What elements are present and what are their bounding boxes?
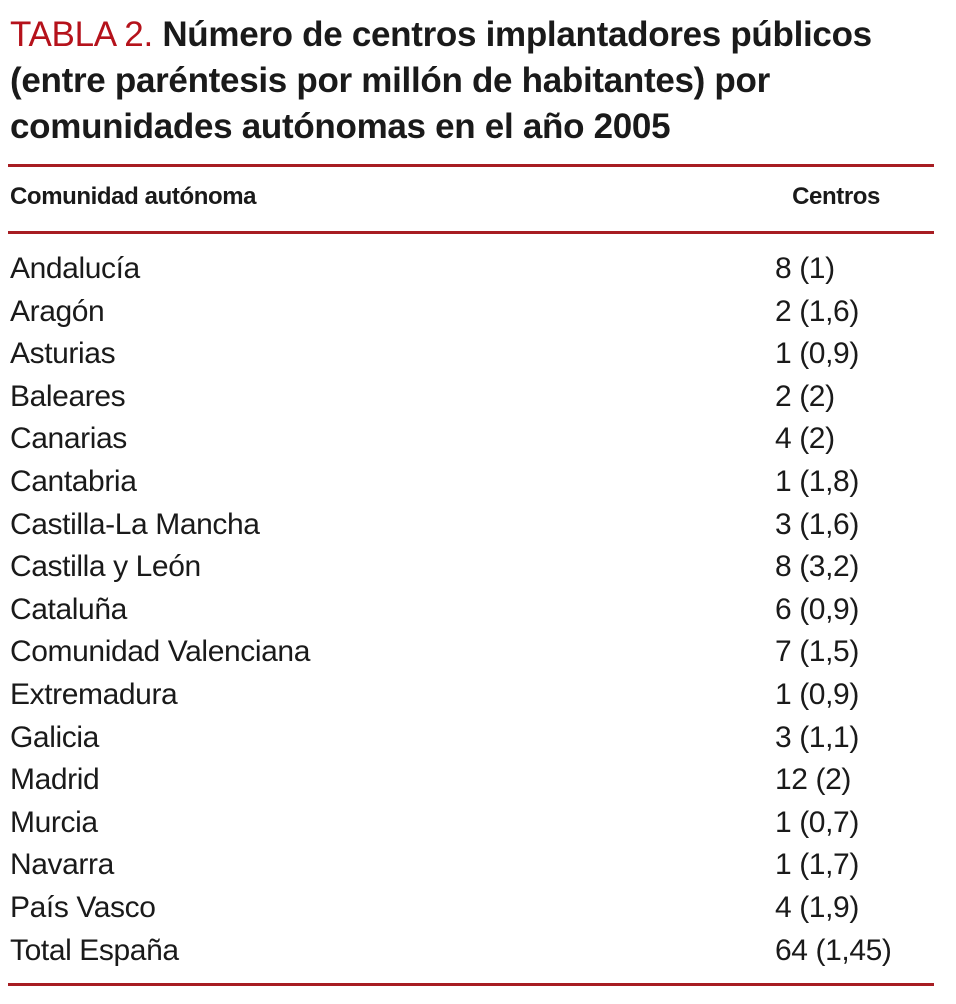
cell-comunidad: Baleares [10, 379, 126, 413]
cell-comunidad: Total España [10, 933, 179, 967]
table-row [10, 887, 910, 930]
cell-comunidad: Cataluña [10, 592, 127, 626]
cell-centros: 12 (2) [775, 763, 851, 797]
cell-centros: 3 (1,6) [775, 507, 859, 541]
table-row [10, 589, 910, 632]
table-title-text: Número de centros implantadores públicos (entre paréntesis por millón de habitantes) por comunidades autónomas en el año 2005 [10, 15, 872, 146]
cell-comunidad: Comunidad Valenciana [10, 635, 310, 669]
cell-centros: 3 (1,1) [775, 720, 859, 754]
cell-comunidad: Murcia [10, 805, 98, 839]
cell-centros: 8 (1) [775, 252, 835, 285]
cell-centros: 1 (1,8) [775, 464, 859, 498]
cell-comunidad: Madrid [10, 763, 100, 797]
cell-comunidad: Galicia [10, 720, 99, 754]
header-centros: Centros [792, 183, 880, 210]
cell-centros: 1 (1,7) [775, 848, 859, 882]
table-row [10, 333, 910, 376]
table-row [10, 418, 910, 461]
table-label: TABLA 2. [10, 15, 153, 54]
cell-centros: 1 (0,9) [775, 337, 859, 371]
cell-centros: 7 (1,5) [775, 635, 859, 669]
cell-comunidad: Asturias [10, 337, 116, 371]
top-rule [8, 164, 934, 167]
cell-comunidad: País Vasco [10, 890, 156, 924]
cell-centros: 4 (1,9) [775, 890, 859, 924]
table-row [10, 802, 910, 845]
table-row [10, 674, 910, 717]
table-row [10, 546, 910, 589]
cell-comunidad: Canarias [10, 422, 127, 456]
table-row [10, 930, 910, 973]
cell-comunidad: Aragón [10, 294, 105, 328]
table-row [10, 759, 910, 802]
table-row [10, 504, 910, 547]
table-row [10, 631, 910, 674]
header-comunidad: Comunidad autónoma [10, 183, 257, 210]
cell-centros: 4 (2) [775, 422, 835, 456]
cell-centros: 2 (1,6) [775, 294, 859, 328]
table-row [10, 248, 910, 291]
table-title [10, 12, 940, 150]
cell-centros: 1 (0,9) [775, 677, 859, 711]
cell-comunidad: Castilla-La Mancha [10, 507, 260, 541]
table-row [10, 376, 910, 419]
cell-centros: 6 (0,9) [775, 592, 859, 626]
table-header [10, 183, 880, 217]
table-row [10, 717, 910, 760]
cell-comunidad: Cantabria [10, 464, 137, 498]
cell-comunidad: Extremadura [10, 677, 178, 711]
table-body [10, 248, 910, 972]
cell-centros: 1 (0,7) [775, 805, 859, 839]
cell-comunidad: Castilla y León [10, 550, 201, 584]
table-row [10, 461, 910, 504]
table-row [10, 291, 910, 334]
cell-comunidad: Navarra [10, 848, 114, 882]
table-row [10, 844, 910, 887]
cell-centros: 2 (2) [775, 379, 835, 413]
cell-comunidad: Andalucía [10, 252, 140, 285]
bottom-rule [8, 983, 934, 986]
cell-centros: 64 (1,45) [775, 933, 892, 967]
cell-centros: 8 (3,2) [775, 550, 859, 584]
header-rule [8, 231, 934, 234]
